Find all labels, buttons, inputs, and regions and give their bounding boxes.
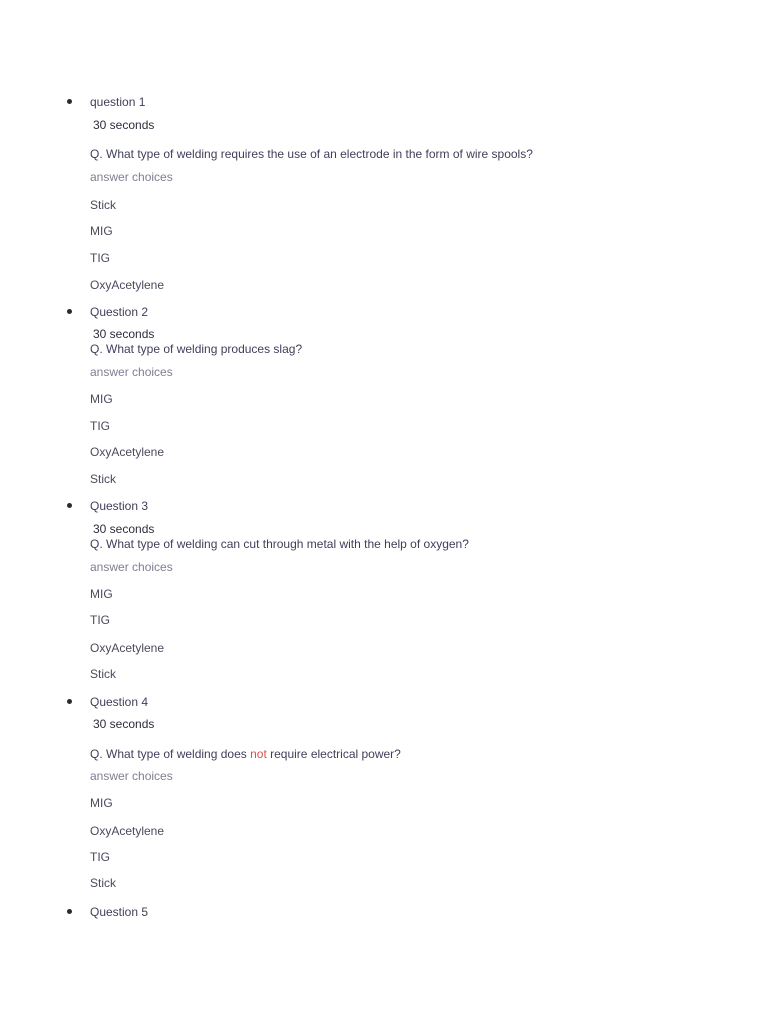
answer-choice[interactable]: TIG: [90, 251, 110, 265]
answer-choice[interactable]: OxyAcetylene: [90, 641, 165, 655]
question-time: 30 seconds: [93, 717, 155, 731]
answer-choice[interactable]: OxyAcetylene: [90, 824, 165, 838]
answer-choice[interactable]: OxyAcetylene: [90, 278, 165, 292]
question-time: 30 seconds: [93, 327, 155, 341]
answer-choice[interactable]: MIG: [90, 392, 113, 406]
answer-choice[interactable]: MIG: [90, 796, 113, 810]
bullet-icon: [67, 99, 72, 104]
bullet-icon: [67, 909, 72, 914]
question-label: question 1: [90, 95, 146, 109]
answer-choice[interactable]: MIG: [90, 224, 113, 238]
answer-choice[interactable]: Stick: [90, 876, 117, 890]
question-text-emphasis: not: [250, 747, 267, 761]
bullet-icon: [67, 699, 72, 704]
answer-choice[interactable]: TIG: [90, 613, 110, 627]
answer-choices-label: answer choices: [90, 365, 173, 379]
question-label: Question 2: [90, 305, 149, 319]
answer-choice[interactable]: TIG: [90, 850, 110, 864]
question-text: [90, 747, 401, 761]
question-text: Q. What type of welding requires the use of an electrode in the form of wire spools?: [90, 147, 533, 161]
question-text-prefix: Q. What type of welding does: [90, 747, 247, 761]
answer-choice[interactable]: TIG: [90, 419, 110, 433]
answer-choice[interactable]: Stick: [90, 198, 117, 212]
answer-choices-label: answer choices: [90, 769, 173, 783]
answer-choice[interactable]: OxyAcetylene: [90, 445, 165, 459]
question-text: Q. What type of welding can cut through metal with the help of oxygen?: [90, 537, 469, 551]
answer-choices-label: answer choices: [90, 170, 173, 184]
question-text-suffix: require electrical power?: [270, 747, 401, 761]
answer-choice[interactable]: Stick: [90, 472, 117, 486]
question-label: Question 4: [90, 695, 149, 709]
question-text: Q. What type of welding produces slag?: [90, 342, 303, 356]
question-label: Question 5: [90, 905, 149, 919]
bullet-icon: [67, 309, 72, 314]
answer-choices-label: answer choices: [90, 560, 173, 574]
bullet-icon: [67, 503, 72, 508]
question-time: 30 seconds: [93, 522, 155, 536]
answer-choice[interactable]: Stick: [90, 667, 117, 681]
question-time: 30 seconds: [93, 118, 155, 132]
question-label: Question 3: [90, 499, 149, 513]
answer-choice[interactable]: MIG: [90, 587, 113, 601]
